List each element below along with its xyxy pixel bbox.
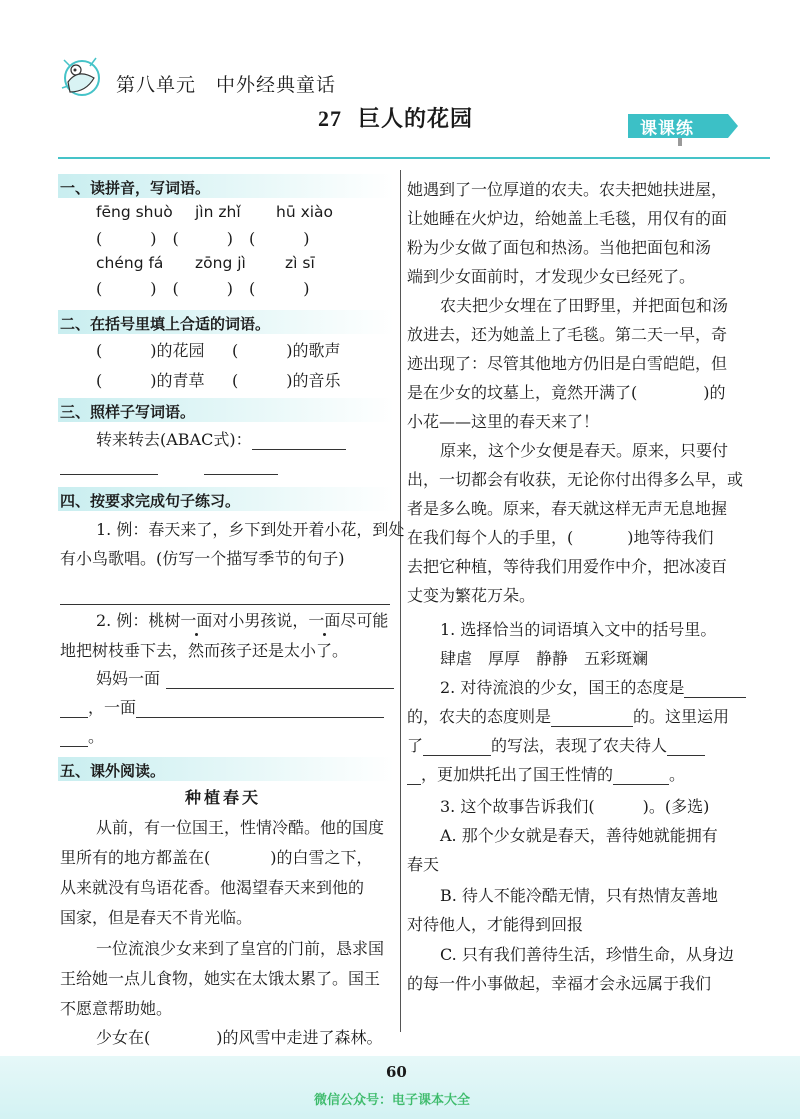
column-divider (400, 170, 401, 1032)
fill-item-4: ( )的音乐 (232, 371, 341, 390)
story-line: 是在少女的坟墓上，竟然开满了( )的 (407, 383, 726, 402)
story-line: 在我们每个人的手里，( )地等待我们 (407, 528, 714, 547)
option-b-line2: 对待他人，才能得到回报 (407, 915, 584, 934)
section-5-title: 五、课外阅读。 (60, 762, 166, 780)
story-line: 王给她一点儿食物，她实在太饿太累了。国王 (60, 969, 381, 988)
story-line: 丈变为繁花万朵。 (407, 586, 536, 605)
story-line: 让她睡在火炉边，给她盖上毛毯，用仅有的面 (407, 209, 728, 228)
q2-mom-line: 妈妈一面 (96, 666, 394, 689)
story-line: 原来，这个少女便是春天。原来，只要付 (440, 441, 729, 460)
section-3-title: 三、照样子写词语。 (60, 403, 196, 421)
option-a-line2: 春天 (407, 855, 440, 874)
story-title: 种植春天 (185, 788, 262, 807)
q2-example-line1: 2. 例：桃树一面对小男孩说，一面尽可能 (96, 611, 389, 630)
question-2-line3: 了 的写法，表现了农夫待人 (407, 733, 705, 756)
story-line: 迹出现了：尽管其他地方仍旧是白雪皑皑，但 (407, 354, 728, 373)
story-line: 少女在( )的风雪中走进了森林。 (96, 1028, 383, 1047)
fill-item-3: ( )的青草 (96, 371, 205, 390)
option-a-line1: A. 那个少女就是春天，善待她就能拥有 (440, 826, 718, 845)
fill-item-1: ( )的花园 (96, 341, 205, 360)
question-2-line1: 2. 对待流浪的少女，国王的态度是 (440, 675, 746, 698)
pinyin-1: fēng shuò (96, 203, 173, 221)
q2-third-line: 。 (60, 724, 104, 747)
story-line: 从前，有一位国王，性情冷酷。他的国度 (96, 818, 385, 837)
story-line: 粉为少女做了面包和热汤。当他把面包和汤 (407, 238, 712, 257)
question-1-word-bank: 肆虐 厚厚 静静 五彩斑斓 (440, 649, 649, 668)
pinyin-5: zōng jì (195, 254, 246, 272)
question-1: 1. 选择恰当的词语填入文中的括号里。 (440, 620, 717, 639)
story-line: 端到少女面前时，才发现少女已经死了。 (407, 267, 696, 286)
story-line: 不愿意帮助她。 (60, 999, 173, 1018)
answer-parens-row-1: ( ) ( ) ( ) (96, 229, 310, 248)
page-number: 60 (386, 1063, 407, 1081)
story-line: 国家，但是春天不肯光临。 (60, 908, 253, 927)
story-line: 一位流浪少女来到了皇宫的门前，恳求国 (96, 939, 385, 958)
q1-answer-line (60, 586, 390, 605)
pinyin-6: zì sī (285, 254, 315, 272)
story-line: 出，一切都会有收获，无论你付出得多么早，或 (407, 470, 744, 489)
q2-example-line2: 地把树枝垂下去，然而孩子还是太小了。 (60, 641, 349, 660)
q1-example-line2: 有小鸟歌唱。(仿写一个描写季节的句子) (60, 549, 345, 568)
story-line: 里所有的地方都盖在( )的白雪之下， (60, 848, 373, 867)
story-line: 者是多么晚。原来，春天就这样无声无息地握 (407, 499, 728, 518)
question-3: 3. 这个故事告诉我们( )。(多选) (440, 797, 710, 816)
story-line: 她遇到了一位厚道的农夫。农夫把她扶进屋， (407, 180, 728, 199)
unit-title: 第八单元 中外经典童话 (116, 74, 337, 96)
question-2-line2: 的，农夫的态度则是 的。这里运用 (407, 707, 730, 726)
story-line: 放进去，还为她盖上了毛毯。第二天一早，奇 (407, 325, 728, 344)
option-b-line1: B. 待人不能冷酷无情，只有热情友善地 (440, 886, 718, 905)
wechat-watermark: 微信公众号：电子课本大全 (314, 1093, 471, 1108)
pinyin-3: hū xiào (276, 203, 334, 221)
practice-badge-label: 课课练 (640, 119, 694, 139)
q1-example-line1: 1. 例：春天来了，乡下到处开着小花，到处 (96, 520, 405, 539)
lesson-title (318, 102, 473, 133)
section-4-title: 四、按要求完成句子练习。 (60, 492, 241, 510)
fill-item-2: ( )的歌声 (232, 341, 341, 360)
story-line: 农夫把少女埋在了田野里，并把面包和汤 (440, 296, 729, 315)
story-line: 小花——这里的春天来了！ (407, 412, 600, 431)
lesson-name: 巨人的花园 (358, 106, 474, 132)
answer-lines-abac (60, 456, 278, 475)
story-line: 去把它种植，等待我们用爱作中介，把冰凌百 (407, 557, 728, 576)
section-1-title: 一、读拼音，写词语。 (60, 179, 211, 197)
unit-logo-illustration (56, 48, 106, 104)
answer-parens-row-2: ( ) ( ) ( ) (96, 279, 310, 298)
pinyin-4: chéng fá (96, 254, 164, 272)
option-c-line1: C. 只有我们善待生活，珍惜生命，从身边 (440, 945, 734, 964)
pinyin-2: jìn zhǐ (195, 203, 241, 221)
q2-second-line: ，一面 (60, 695, 384, 718)
option-c-line2: 的每一件小事做起，幸福才会永远属于我们 (407, 974, 712, 993)
lesson-number: 27 (318, 106, 342, 131)
example-abac: 转来转去(ABAC式)： (96, 427, 346, 450)
section-2-title: 二、在括号里填上合适的词语。 (60, 315, 271, 333)
header-divider (58, 157, 770, 159)
question-2-line4: ，更加烘托出了国王性情的 。 (407, 762, 685, 785)
story-line: 从来就没有鸟语花香。他渴望春天来到他的 (60, 878, 365, 897)
